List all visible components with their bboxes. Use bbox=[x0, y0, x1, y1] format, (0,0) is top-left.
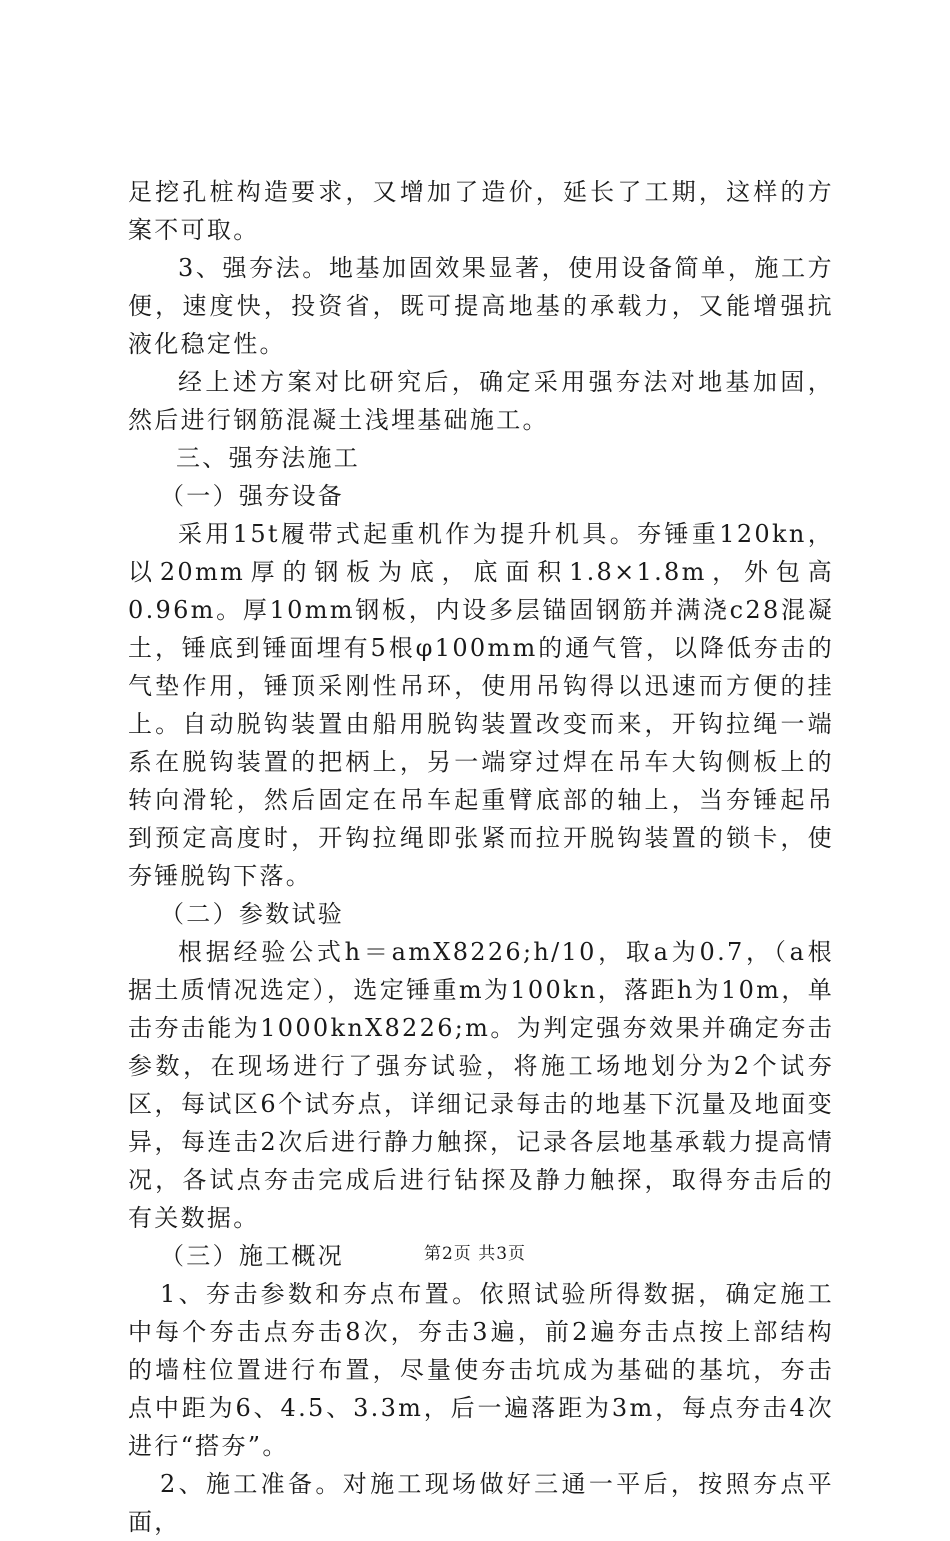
paragraph-method-3: 3、强夯法。地基加固效果显著，使用设备简单，施工方便，速度快，投资省，既可提高地基的承载力，又能增强抗液化稳定性。 bbox=[128, 254, 834, 358]
paragraph-parameters: 根据经验公式h＝amX8226;h/10，取a为0.7，（a根据土质情况选定），选定锤重m为100kn，落距h为10m，单击夯击能为1000knX8226;m。为判定强夯效果并确定夯击参数，在现场进行了强夯试验，将施工场地划分为2个试夯区，每试区6个试夯点，详细记录每击的地基下沉量及地面变异，每连击2次后进行静力触探，记录各层地基承载力提高情况，各试点夯击完成后进行钻探及静力触探，取得夯击后的有关数据。 bbox=[128, 938, 834, 1232]
subsection-heading-parameters: （二）参数试验 bbox=[160, 900, 345, 928]
paragraph-conclusion: 经上述方案对比研究后，确定采用强夯法对地基加固，然后进行钢筋混凝土浅埋基础施工。 bbox=[128, 368, 834, 434]
subsection-heading-overview: （三）施工概况 bbox=[160, 1242, 345, 1270]
section-heading-3: 三、强夯法施工 bbox=[176, 444, 361, 472]
paragraph-overview-2: 2、施工准备。对施工现场做好三通一平后，按照夯点平面， bbox=[128, 1470, 834, 1536]
subsection-heading-equipment: （一）强夯设备 bbox=[160, 482, 345, 510]
document-body bbox=[128, 173, 834, 1541]
paragraph-continuation: 足挖孔桩构造要求，又增加了造价，延长了工期，这样的方案不可取。 bbox=[128, 178, 834, 244]
paragraph-overview-1: 1、夯击参数和夯点布置。依照试验所得数据，确定施工中每个夯击点夯击8次，夯击3遍，前2遍夯击点按上部结构的墙柱位置进行布置，尽量使夯击坑成为基础的基坑，夯击点中距为6、4.5、3.3m，后一遍落距为3m，每点夯击4次进行“搭夯”。 bbox=[128, 1280, 834, 1460]
page-footer: 第2页 共3页 bbox=[423, 1244, 527, 1264]
paragraph-equipment: 采用15t履带式起重机作为提升机具。夯锤重120kn，以20mm厚的钢板为底，底面积1.8×1.8m，外包高0.96m。厚10mm钢板，内设多层锚固钢筋并满浇c28混凝土，锤底到锤面埋有5根φ100mm的通气管，以降低夯击的气垫作用，锤顶采刚性吊环，使用吊钩得以迅速而方便的挂上。自动脱钩装置由船用脱钩装置改变而来，开钩拉绳一端系在脱钩装置的把柄上，另一端穿过焊在吊车大钩侧板上的转向滑轮，然后固定在吊车起重臂底部的轴上，当夯锤起吊到预定高度时，开钩拉绳即张紧而拉开脱钩装置的锁卡，使夯锤脱钩下落。 bbox=[128, 520, 834, 890]
